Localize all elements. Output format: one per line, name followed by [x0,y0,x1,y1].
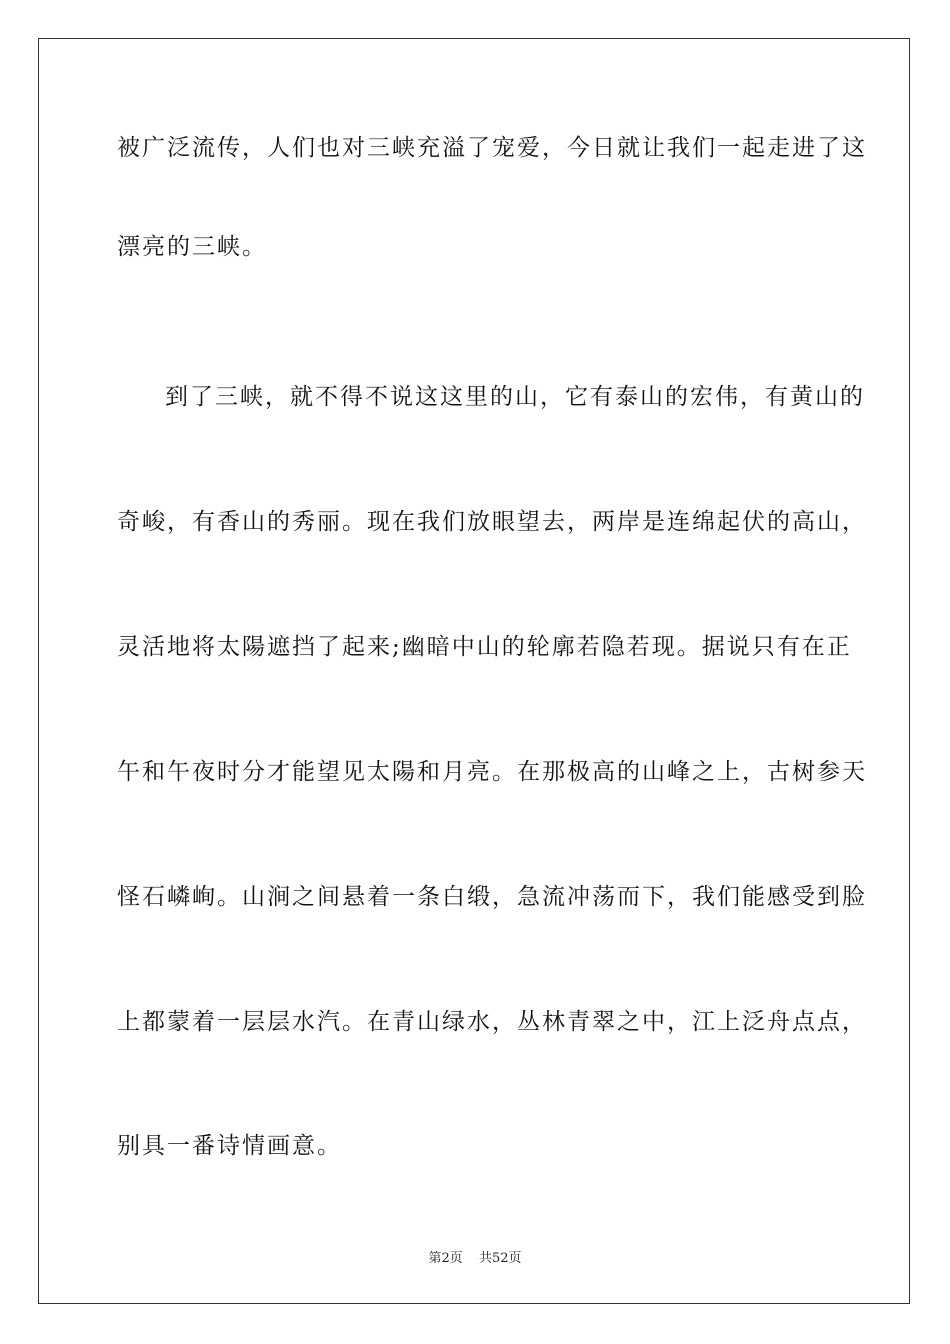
text-line-6: 午和午夜时分才能望见太陽和月亮。在那极高的山峰之上，古树参天 [117,759,867,785]
text-line-2: 漂亮的三峡。 [117,234,267,260]
text-line-5: 灵活地将太陽遮挡了起来;幽暗中山的轮廓若隐若现。据说只有在正 [117,634,852,660]
total-pages: 共52页 [478,1251,522,1266]
text-line-7: 怪石嶙峋。山涧之间悬着一条白缎，急流冲荡而下，我们能感受到脸 [117,884,867,910]
text-line-9: 别具一番诗情画意。 [117,1133,342,1159]
page-footer [0,1247,950,1266]
text-line-3: 到了三峡，就不得不说这这里的山，它有泰山的宏伟，有黄山的 [165,384,865,410]
text-line-4: 奇峻，有香山的秀丽。现在我们放眼望去，两岸是连绵起伏的高山， [117,509,867,535]
text-line-1: 被广泛流传，人们也对三峡充溢了宠爱，今日就让我们一起走进了这 [117,135,867,161]
current-page-number: 第2页 [428,1251,463,1266]
page-border [38,38,910,1304]
text-line-8: 上都蒙着一层层水汽。在青山绿水，丛林青翠之中，江上泛舟点点， [117,1009,867,1035]
